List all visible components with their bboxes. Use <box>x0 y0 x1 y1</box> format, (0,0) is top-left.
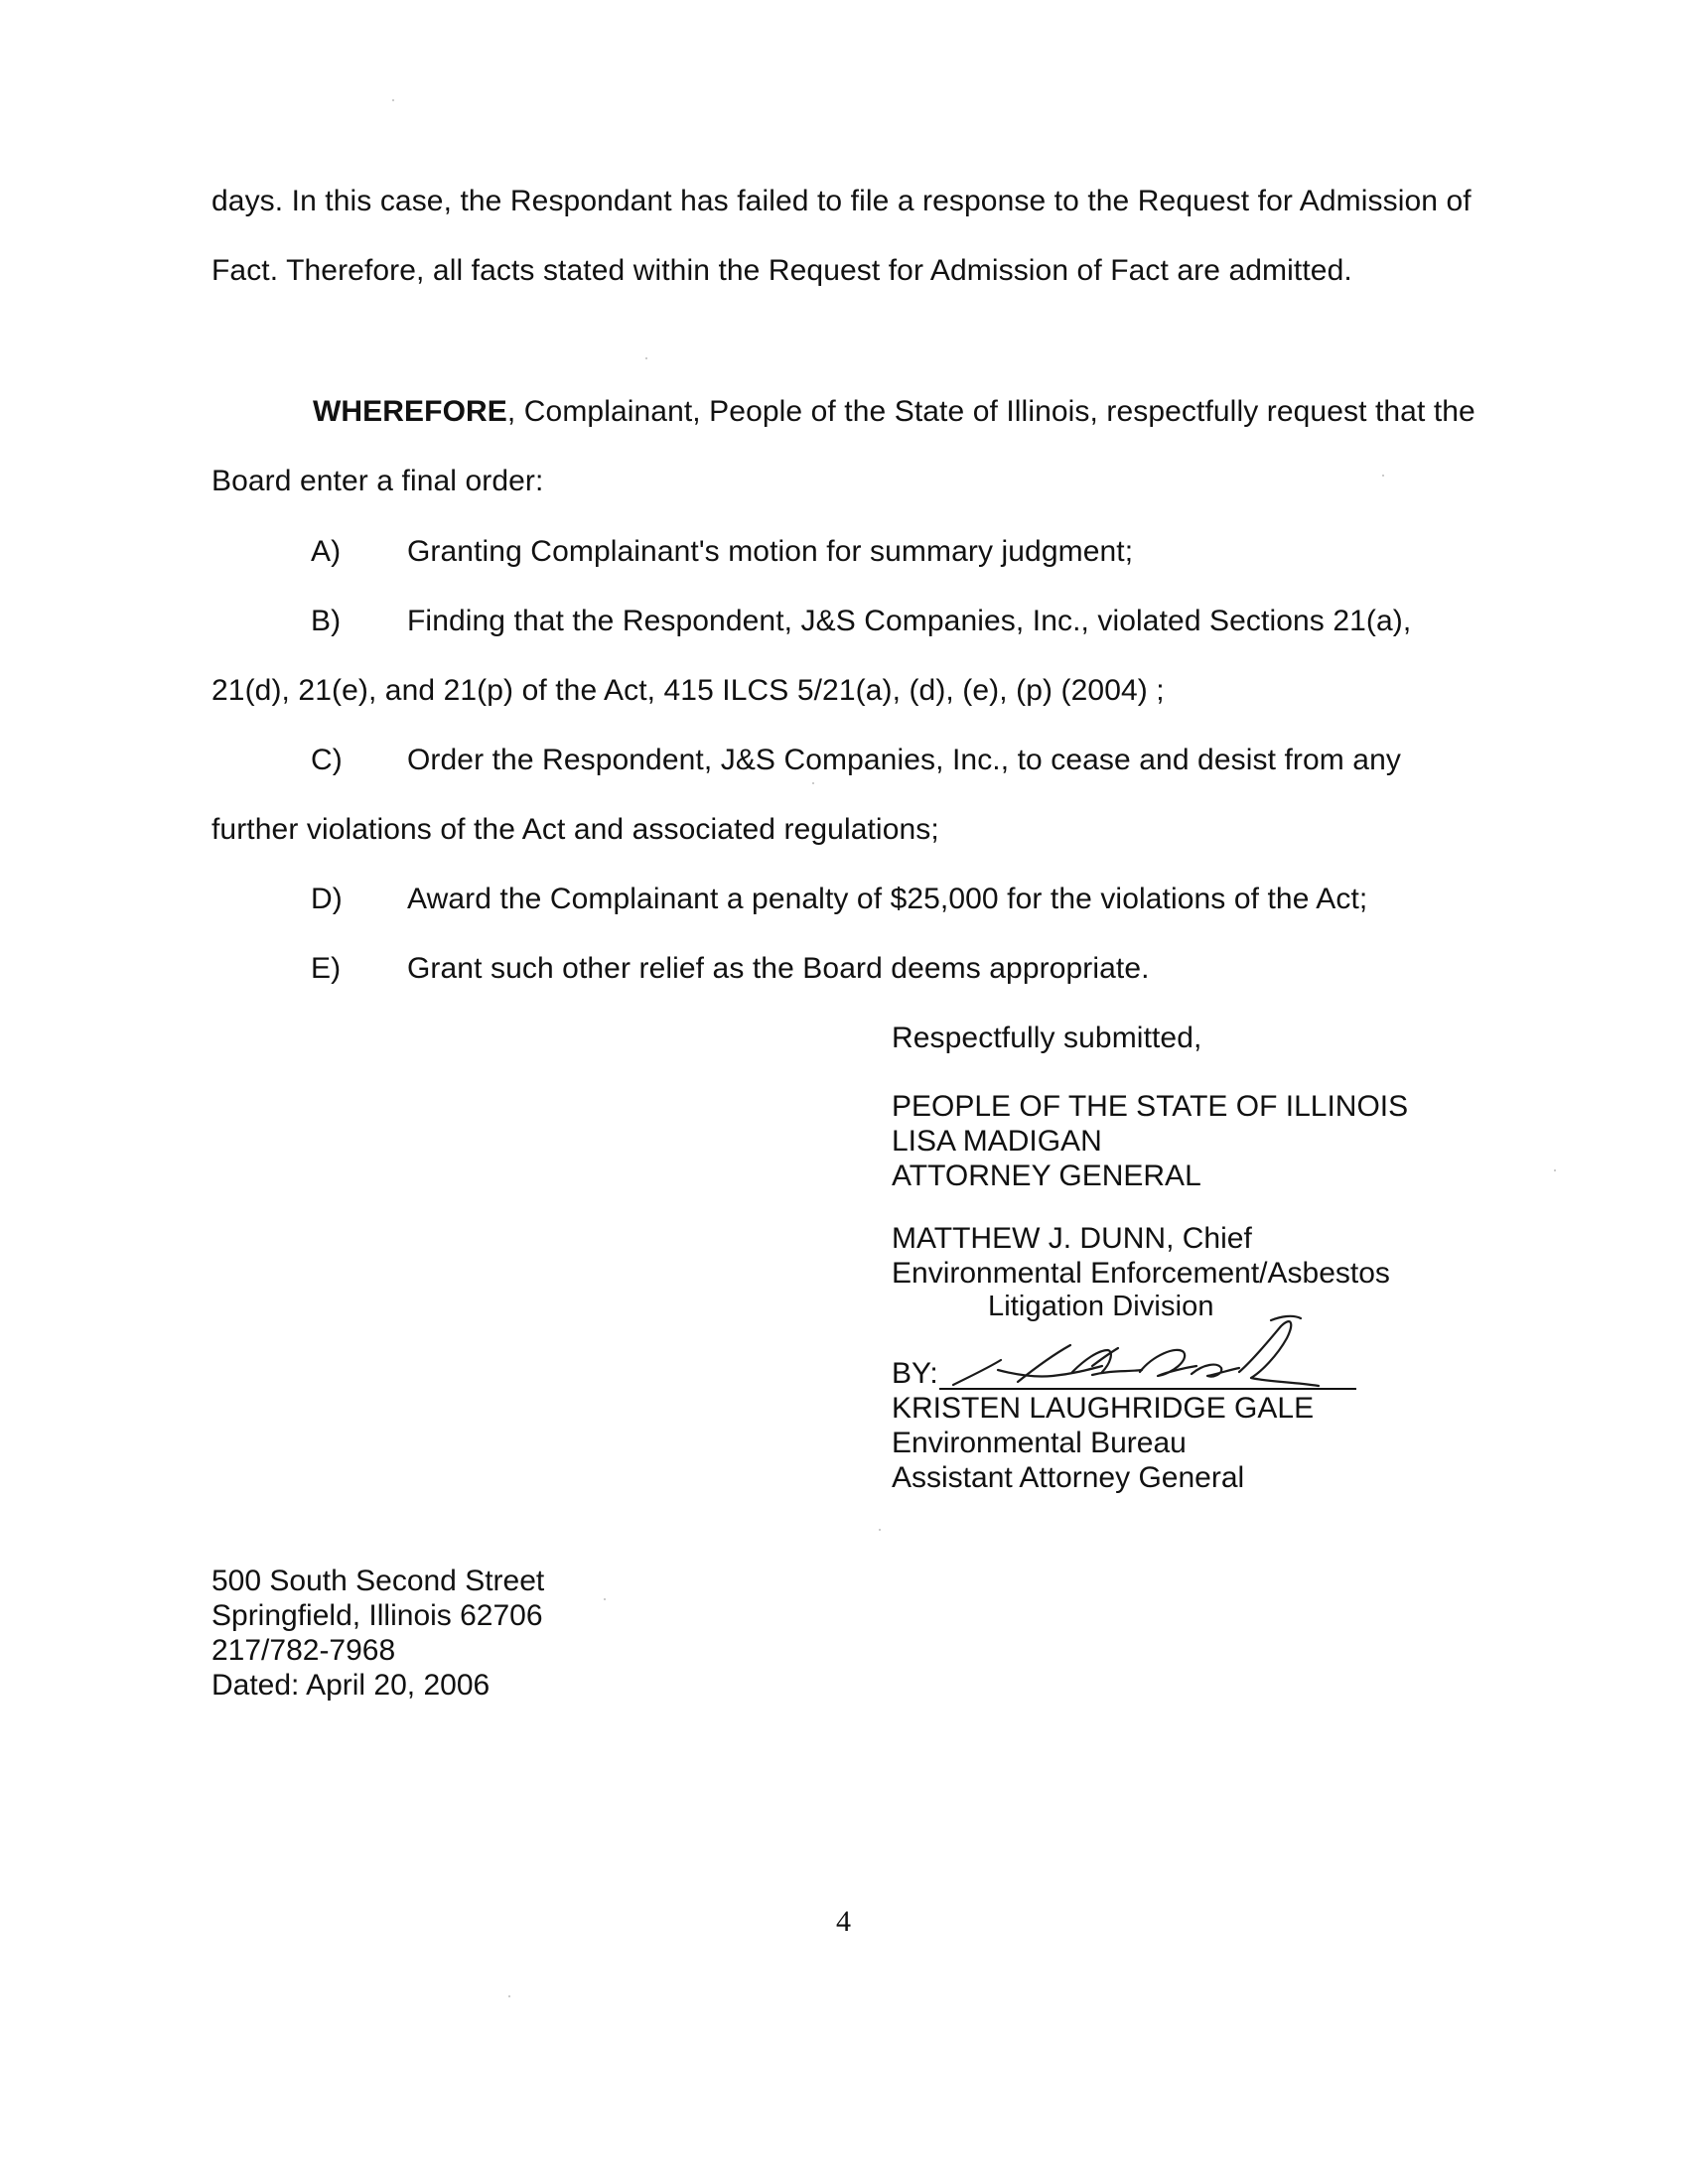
scan-speck <box>812 782 814 784</box>
paragraph-line-1: days. In this case, the Respondant has failed to file a response to the Request for Admission of <box>211 185 1472 217</box>
signer-line: Assistant Attorney General <box>892 1461 1245 1494</box>
item-d-text: Award the Complainant a penalty of $25,000 for the violations of the Act; <box>407 883 1368 915</box>
party-block <box>892 1089 1408 1193</box>
scan-speck <box>879 1529 881 1531</box>
scan-speck <box>1554 1169 1556 1171</box>
address-line: 500 South Second Street <box>211 1565 545 1597</box>
wherefore-line-2: Board enter a final order: <box>211 465 544 497</box>
signer-line: KRISTEN LAUGHRIDGE GALE <box>892 1392 1315 1425</box>
item-c-text: Order the Respondent, J&S Companies, Inc., to cease and desist from any <box>407 744 1401 776</box>
respectfully-submitted: Respectfully submitted, <box>892 1022 1202 1054</box>
scan-speck <box>508 1995 510 1997</box>
address-line: 217/782-7968 <box>211 1634 396 1667</box>
address-block <box>211 1564 544 1703</box>
address-line: Springfield, Illinois 62706 <box>211 1599 543 1632</box>
item-e-label: E) <box>311 952 342 985</box>
scan-speck <box>392 99 394 101</box>
item-b-text: Finding that the Respondent, J&S Companies, Inc., violated Sections 21(a), <box>407 605 1412 637</box>
chief-line: MATTHEW J. DUNN, Chief <box>892 1222 1252 1255</box>
handwritten-signature <box>923 1291 1340 1390</box>
item-c-continuation: further violations of the Act and associated regulations; <box>211 813 939 846</box>
by-label: BY: <box>892 1357 938 1390</box>
item-d-label: D) <box>311 883 343 915</box>
scan-speck <box>604 1598 606 1600</box>
item-e-text: Grant such other relief as the Board deems appropriate. <box>407 952 1150 985</box>
item-a-text: Granting Complainant's motion for summary judgment; <box>407 535 1134 568</box>
item-a-label: A) <box>311 535 342 568</box>
item-b-continuation: 21(d), 21(e), and 21(p) of the Act, 415 ILCS 5/21(a), (d), (e), (p) (2004) ; <box>211 674 1165 707</box>
wherefore-lead: WHEREFORE <box>313 395 507 428</box>
signer-line: Environmental Bureau <box>892 1427 1187 1459</box>
signer-block <box>892 1391 1314 1495</box>
chief-block <box>892 1221 1390 1291</box>
address-line: Dated: April 20, 2006 <box>211 1669 491 1702</box>
party-line: PEOPLE OF THE STATE OF ILLINOIS <box>892 1090 1409 1123</box>
paragraph-line-2: Fact. Therefore, all facts stated within the Request for Admission of Fact are admitted. <box>211 254 1352 287</box>
party-line: LISA MADIGAN <box>892 1125 1102 1158</box>
page-number: 4 <box>836 1905 851 1938</box>
chief-line-division: Litigation Division <box>988 1291 1214 1322</box>
item-c-label: C) <box>311 744 343 776</box>
scan-speck <box>1382 475 1384 477</box>
wherefore-line-1 <box>313 394 1475 430</box>
party-line: ATTORNEY GENERAL <box>892 1160 1201 1192</box>
item-b-label: B) <box>311 605 342 637</box>
wherefore-line-1-rest: , Complainant, People of the State of Illinois, respectfully request that the <box>506 395 1475 428</box>
scan-speck <box>645 357 647 359</box>
chief-line: Environmental Enforcement/Asbestos <box>892 1257 1390 1290</box>
